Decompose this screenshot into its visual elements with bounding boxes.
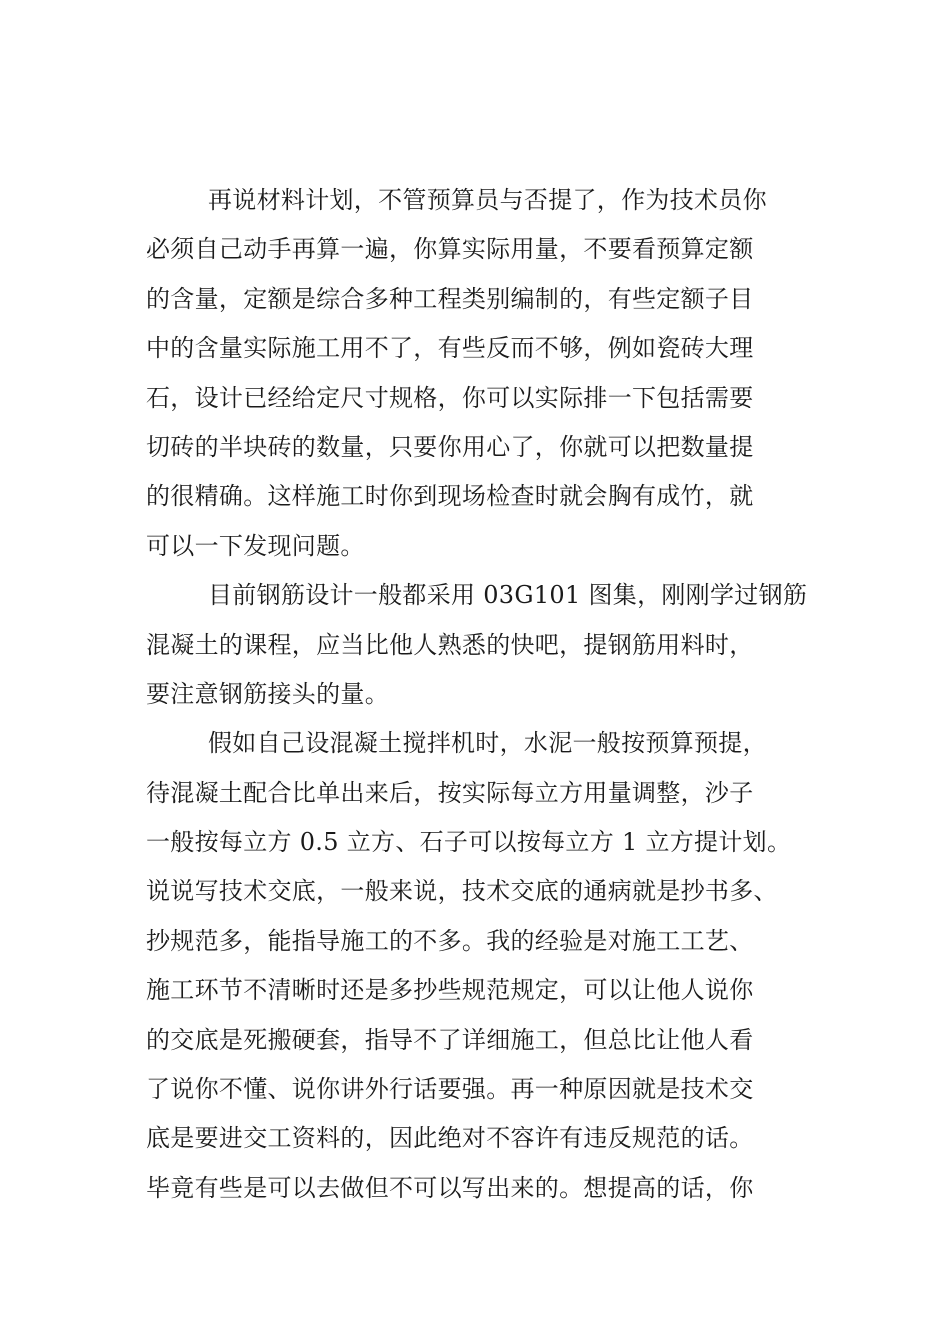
paragraph-1-line-6: 切砖的半块砖的数量，只要你用心了，你就可以把数量提 (146, 432, 754, 461)
paragraph-1-line-8: 可以一下发现问题。 (146, 531, 365, 560)
body-text (146, 180, 816, 1217)
paragraph-1-line-3: 的含量，定额是综合多种工程类别编制的，有些定额子目 (146, 284, 754, 313)
paragraph-3-line-10: 毕竟有些是可以去做但不可以写出来的。想提高的话，你 (146, 1173, 754, 1202)
paragraph-3-line-8: 了说你不懂、说你讲外行话要强。再一种原因就是技术交 (146, 1075, 754, 1104)
paragraph-1-line-7: 的很精确。这样施工时你到现场检查时就会胸有成竹，就 (146, 482, 754, 511)
paragraph-3-line-9: 底是要进交工资料的，因此绝对不容许有违反规范的话。 (146, 1124, 754, 1153)
paragraph-1-line-2: 必须自己动手再算一遍，你算实际用量，不要看预算定额 (146, 235, 754, 264)
paragraph-3-line-6: 施工环节不清晰时还是多抄些规范规定，可以让他人说你 (146, 976, 754, 1005)
paragraph-1-line-4: 中的含量实际施工用不了，有些反而不够，例如瓷砖大理 (146, 334, 754, 363)
paragraph-2-line-2: 混凝土的课程，应当比他人熟悉的快吧，提钢筋用料时， (146, 630, 754, 659)
paragraph-3-line-5: 抄规范多，能指导施工的不多。我的经验是对施工工艺、 (146, 926, 754, 955)
paragraph-3-line-4: 说说写技术交底，一般来说，技术交底的通病就是抄书多、 (146, 877, 778, 906)
paragraph-3-line-1: 假如自己设混凝土搅拌机时，水泥一般按预算预提， (208, 729, 767, 758)
paragraph-1-line-5: 石，设计已经给定尺寸规格，你可以实际排一下包括需要 (146, 383, 754, 412)
paragraph-3-line-7: 的交底是死搬硬套，指导不了详细施工，但总比让他人看 (146, 1025, 754, 1054)
paragraph-2-line-3: 要注意钢筋接头的量。 (146, 679, 389, 708)
paragraph-1-line-1: 再说材料计划，不管预算员与否提了，作为技术员你 (208, 186, 767, 214)
paragraph-3-line-2: 待混凝土配合比单出来后，按实际每立方用量调整，沙子 (146, 778, 754, 807)
paragraph-2-line-1: 目前钢筋设计一般都采用 03G101 图集，刚刚学过钢筋 (208, 581, 808, 610)
paragraph-3-line-3: 一般按每立方 0.5 立方、石子可以按每立方 1 立方提计划。 (146, 828, 792, 857)
